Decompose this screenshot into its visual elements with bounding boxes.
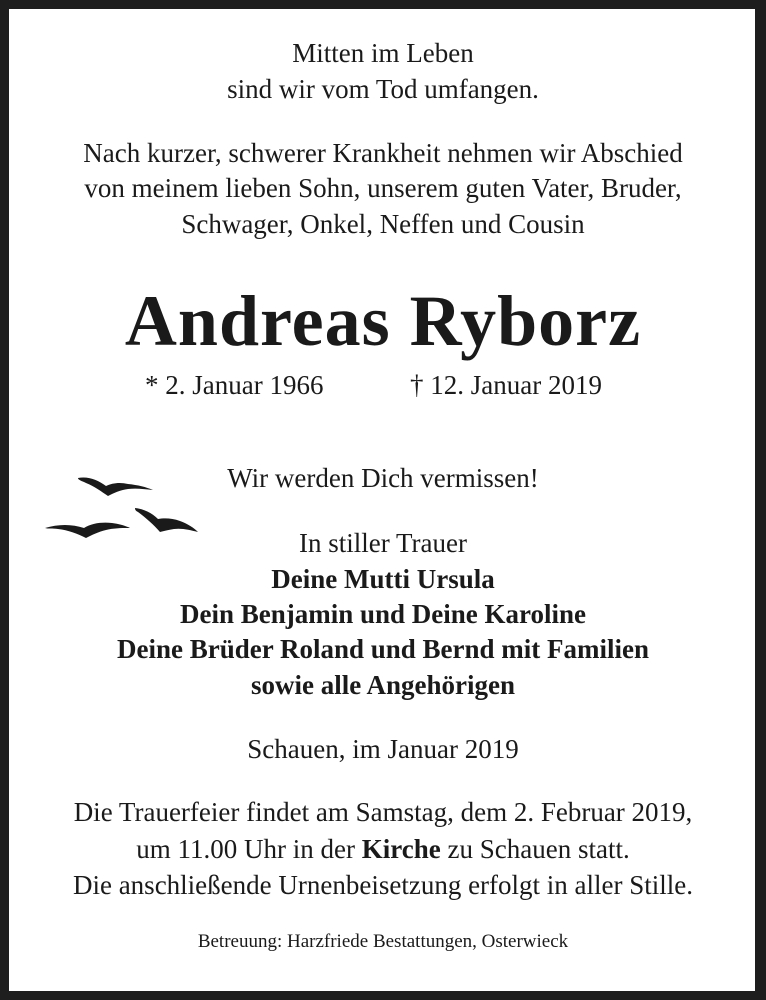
funeral-line-3: Die anschließende Urnenbeisetzung erfolgt in aller Stille. [72,870,694,900]
birth-date: * 2. Januar 1966 [145,370,324,400]
intro-line-1: Nach kurzer, schwerer Krankheit nehmen wir Abschied [83,138,683,168]
place-date: Schauen, im Januar 2019 [247,734,519,764]
motto-line-1: Mitten im Leben [292,38,474,68]
mourner-line-3: Deine Brüder Roland und Bernd mit Familien [116,634,650,664]
funeral-line-1: Die Trauerfeier findet am Samstag, dem 2. Februar 2019, [73,797,693,827]
miss-line: Wir werden Dich vermissen! [227,463,539,493]
funeral-location: Kirche [361,834,441,864]
mourner-line-2: Dein Benjamin und Deine Karoline [179,599,587,629]
funeral-line-2-pre: um 11.00 Uhr in der [136,834,362,864]
mourning-intro: In stiller Trauer [299,528,467,558]
mourner-line-4: sowie alle Angehörigen [251,670,515,700]
deceased-name: Andreas Ryborz [124,281,642,361]
funeral-line-2 [0,833,766,865]
funeral-home-credit: Betreuung: Harzfriede Bestattungen, Osterwieck [197,931,569,952]
motto-line-2: sind wir vom Tod umfangen. [227,74,539,104]
intro-line-3: Schwager, Onkel, Neffen und Cousin [181,209,585,239]
intro-line-2: von meinem lieben Sohn, unserem guten Vater, Bruder, [84,173,682,203]
funeral-line-2-post: zu Schauen statt. [440,834,630,864]
death-date: † 12. Januar 2019 [410,370,602,400]
mourner-line-1: Deine Mutti Ursula [271,564,495,594]
